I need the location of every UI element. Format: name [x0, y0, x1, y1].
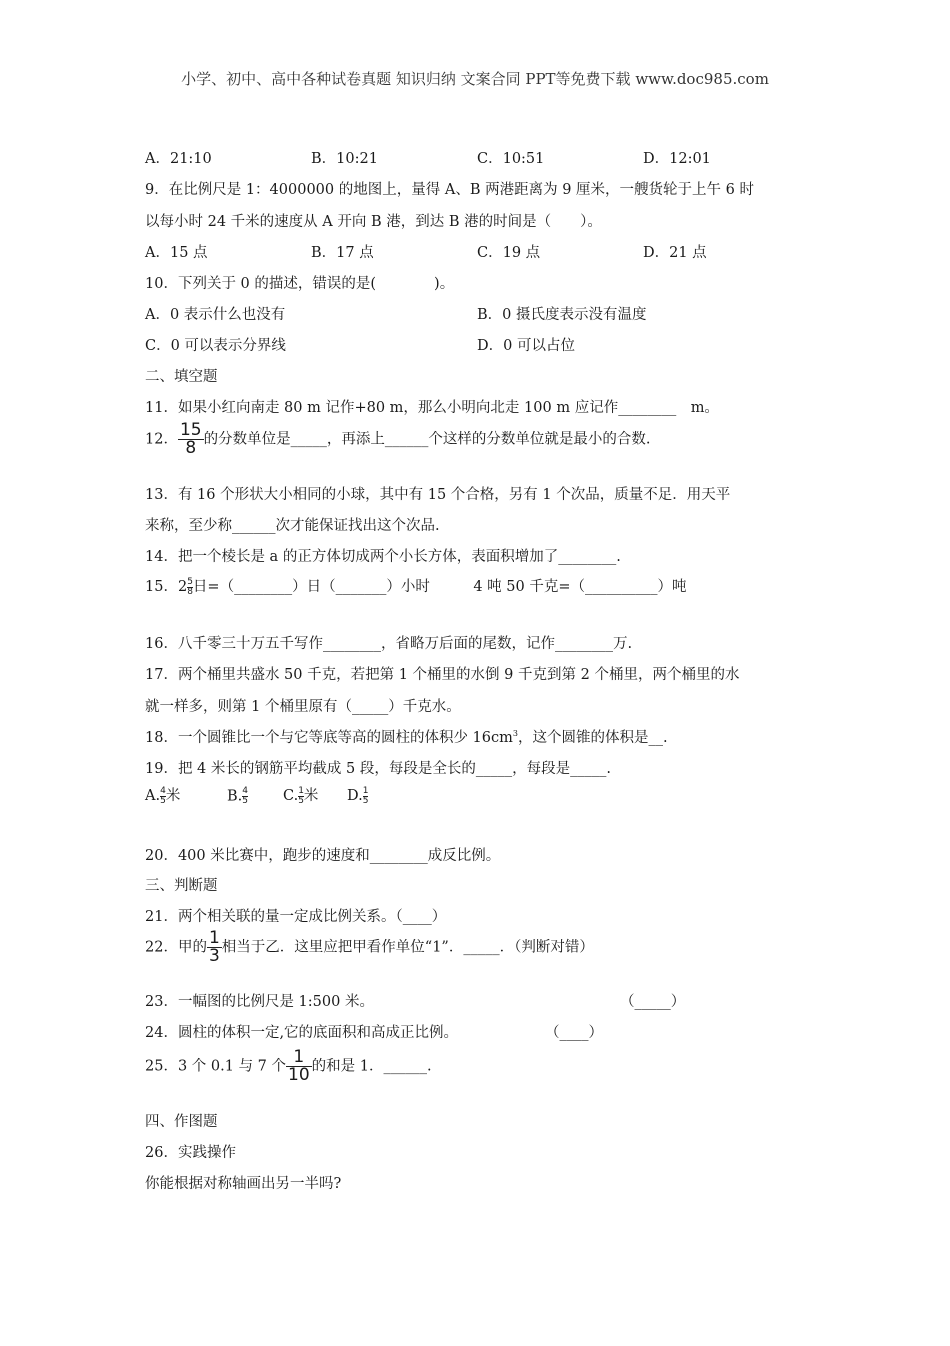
q9-option-a: A．15 点 — [145, 245, 208, 261]
q23-answer-blank: （_____） — [620, 994, 686, 1010]
q15-numerator: 5 — [187, 576, 193, 587]
q12-text: 的分数单位是_____，再添上______个这样的分数单位就是最小的合数. — [203, 431, 651, 448]
q18-text-end: ，这个圆锥的体积是__. — [517, 730, 668, 746]
q9-line2: 以每小时 24 千米的速度从 A 开向 B 港，到达 B 港的时间是（ ）。 — [145, 214, 602, 230]
q22-fraction — [207, 930, 222, 965]
q19-option-d-fraction — [363, 787, 369, 806]
q8-option-a: A．21:10 — [145, 151, 212, 167]
q19-option-b-den: 5 — [242, 795, 248, 806]
q19-option-b-num: 4 — [242, 785, 248, 796]
q13-line2: 来称，至少称______次才能保证找出这个次品. — [145, 518, 440, 534]
q15-number: 15． — [145, 579, 178, 595]
q22-line — [145, 930, 594, 965]
q19-option-a — [145, 784, 227, 806]
q12-numerator: 15 — [179, 420, 202, 440]
q24-answer-blank: （____） — [545, 1025, 603, 1041]
q15-line — [145, 575, 686, 597]
q18-line — [145, 726, 668, 747]
q25-fraction — [286, 1049, 312, 1084]
page-header: 小学、初中、高中各种试卷真题 知识归纳 文案合同 PPT等免费下载 www.doc985.com — [181, 70, 769, 88]
q8-option-b: B．10:21 — [311, 151, 378, 167]
q19-option-c-unit: 米 — [303, 788, 319, 804]
q19-option-d — [347, 785, 369, 806]
q25-text-end: 的和是 1．______. — [311, 1058, 432, 1075]
q13-line1: 13．有 16 个形状大小相同的小球，其中有 15 个合格，另有 1 个次品，质量不足．用天平 — [145, 487, 731, 503]
q8-option-d: D．12:01 — [643, 151, 711, 167]
section-fill-in: 二、填空题 — [145, 369, 218, 385]
q22-denominator: 3 — [208, 946, 220, 966]
q24-text: 24．圆柱的体积一定,它的底面积和高成正比例。 — [145, 1025, 459, 1041]
q18-text: 18．一个圆锥比一个与它等底等高的圆柱的体积少 16cm — [145, 730, 513, 746]
section-drawing: 四、作图题 — [145, 1114, 218, 1130]
q14-text: 14．把一个棱长是 a 的正方体切成两个小长方体，表面积增加了________. — [145, 549, 621, 565]
q25-denominator: 10 — [288, 1065, 310, 1085]
q10-option-b: B．0 摄氏度表示没有温度 — [477, 307, 647, 323]
q12-denominator: 8 — [178, 439, 204, 457]
q10-options-row2 — [145, 334, 809, 355]
q15-text: 日=（________）日（_______）小时 4 吨 50 千克=（__________）吨 — [192, 579, 687, 595]
q10-text: 10．下列关于 0 的描述，错误的是( )。 — [145, 276, 455, 292]
q21-text: 21．两个相关联的量一定成比例关系。（____） — [145, 909, 447, 925]
q8-option-c: C．10:51 — [477, 151, 545, 167]
q20-text: 20．400 米比赛中，跑步的速度和________成反比例。 — [145, 848, 501, 864]
q19-option-a-num: 4 — [160, 785, 166, 796]
q26-title: 26．实践操作 — [145, 1145, 236, 1161]
q19-option-b-label: B. — [227, 788, 243, 804]
q9-option-c: C．19 点 — [477, 245, 541, 261]
q19-option-d-num: 1 — [362, 785, 369, 796]
q19-options — [145, 784, 368, 806]
q15-denominator: 8 — [187, 586, 193, 597]
q19-option-b — [227, 787, 283, 806]
q23-text: 23．一幅图的比例尺是 1:500 米。 — [145, 994, 374, 1010]
q25-line — [145, 1049, 432, 1084]
q19-text: 19．把 4 米长的钢筋平均截成 5 段，每段是全长的_____，每段是_____. — [145, 761, 611, 777]
q10-option-d: D．0 可以占位 — [477, 338, 575, 354]
q11-text: 11．如果小红向南走 80 m 记作+80 m，那么小明向北走 100 m 应记作________ m。 — [145, 400, 719, 416]
q19-option-a-label: A. — [145, 788, 161, 804]
q19-option-b-fraction — [242, 787, 248, 806]
q9-option-d: D．21 点 — [643, 245, 707, 261]
q16-text: 16．八千零三十万五千写作________，省略万后面的尾数，记作________万. — [145, 636, 633, 652]
q12-fraction — [178, 422, 204, 457]
q25-numerator: 1 — [293, 1047, 305, 1067]
q18-superscript: 3 — [512, 729, 518, 739]
q10-option-a: A．0 表示什么也没有 — [145, 307, 286, 323]
q22-numerator: 1 — [208, 928, 220, 948]
q19-option-a-den: 5 — [160, 795, 166, 806]
q17-line2: 就一样多，则第 1 个桶里原有（_____）千克水。 — [145, 699, 461, 715]
q19-option-c — [283, 784, 347, 806]
q22-text-end: 相当于乙．这里应把甲看作单位“1”．_____．（判断对错） — [221, 939, 594, 956]
q25-text-start: 25．3 个 0.1 与 7 个 — [145, 1058, 287, 1075]
q22-text-start: 22．甲的 — [145, 939, 207, 956]
q10-options-row1 — [145, 303, 809, 324]
q9-line1: 9．在比例尺是 1：4000000 的地图上，量得 A、B 两港距离为 9 厘米，一艘货轮于上午 6 时 — [145, 182, 754, 198]
q10-option-c: C．0 可以表示分界线 — [145, 338, 286, 354]
q19-option-d-label: D. — [347, 788, 363, 804]
q12-line — [145, 422, 650, 457]
q12-number: 12． — [145, 431, 178, 448]
q9-option-b: B．17 点 — [311, 245, 374, 261]
q17-line1: 17．两个桶里共盛水 50 千克，若把第 1 个桶里的水倒 9 千克到第 2 个桶里，两个桶里的水 — [145, 667, 740, 683]
q19-option-c-label: C. — [283, 788, 299, 804]
section-true-false: 三、判断题 — [145, 878, 218, 894]
q15-whole: 2 — [177, 579, 188, 595]
q26-instruction: 你能根据对称轴画出另一半吗? — [145, 1176, 342, 1192]
q19-option-c-num: 1 — [298, 785, 304, 796]
q9-options — [145, 241, 809, 262]
q19-option-d-den: 5 — [362, 795, 369, 806]
q19-option-c-den: 5 — [298, 795, 304, 806]
q19-option-a-unit: 米 — [165, 788, 181, 804]
q8-options — [145, 147, 809, 168]
